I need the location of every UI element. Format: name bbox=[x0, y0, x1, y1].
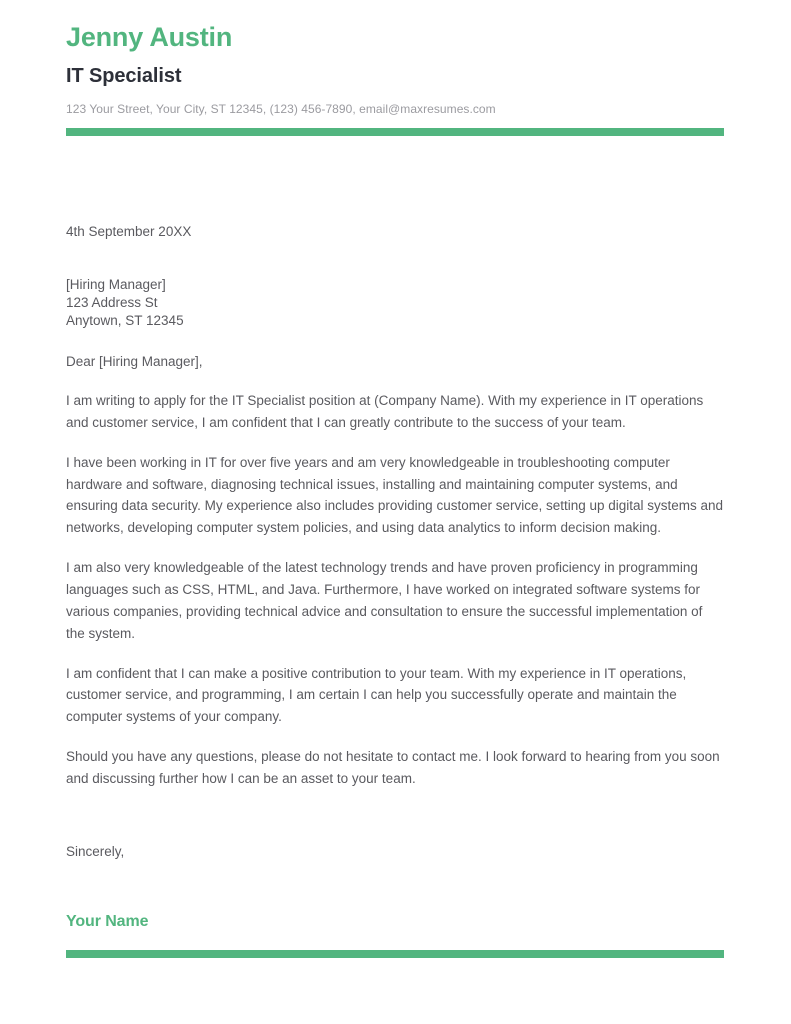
letter-header-block bbox=[66, 0, 724, 118]
recipient-line-1: [Hiring Manager] bbox=[66, 277, 166, 293]
closing-salutation: Sincerely, bbox=[66, 843, 125, 859]
header bbox=[66, 0, 724, 118]
body-paragraph: I am also very knowledgeable of the latest technology trends and have proven proficiency in programming languages such as CSS, HTML, and Java. Furthermore, I have worked on integrated software systems for various companies, providing technical advice and consultation to ensure the successful implementation of the system. bbox=[66, 560, 703, 641]
signature-name: Your Name bbox=[66, 913, 149, 931]
applicant-name: Jenny Austin bbox=[66, 22, 233, 52]
body-paragraph: I am confident that I can make a positive contribution to your team. With my experience in IT operations, customer service, and programming, I am certain I can help you successfully operate and maintain the computer systems of your company. bbox=[66, 665, 687, 725]
header-accent-rule bbox=[66, 128, 724, 136]
contact-line: 123 Your Street, Your City, ST 12345, (123) 456-7890, email@maxresumes.com bbox=[66, 102, 496, 117]
letter-date: 4th September 20XX bbox=[66, 224, 192, 239]
recipient-line-2: 123 Address St bbox=[66, 295, 158, 311]
footer-accent-rule bbox=[66, 950, 724, 958]
salutation: Dear [Hiring Manager], bbox=[66, 353, 203, 369]
recipient-address-block bbox=[66, 276, 724, 329]
body-paragraph: I have been working in IT for over five years and am very knowledgeable in troubleshooting computer hardware and software, diagnosing technical issues, installing and maintaining computer systems, and ensuring data security. My experience also includes providing customer service, setting up digital systems and networks, developing computer system policies, and using data analytics to inform decision making. bbox=[66, 454, 724, 536]
body-paragraph: I am writing to apply for the IT Specialist position at (Company Name). With my experience in IT operations and customer service, I am confident that I can greatly contribute to the success of your team. bbox=[66, 392, 704, 430]
recipient-line-3: Anytown, ST 12345 bbox=[66, 312, 184, 328]
body-paragraph: Should you have any questions, please do not hesitate to contact me. I look forward to hearing from you soon and discussing further how I can be an asset to your team. bbox=[66, 749, 720, 786]
letter-body bbox=[66, 222, 724, 933]
job-title: IT Specialist bbox=[66, 65, 182, 88]
